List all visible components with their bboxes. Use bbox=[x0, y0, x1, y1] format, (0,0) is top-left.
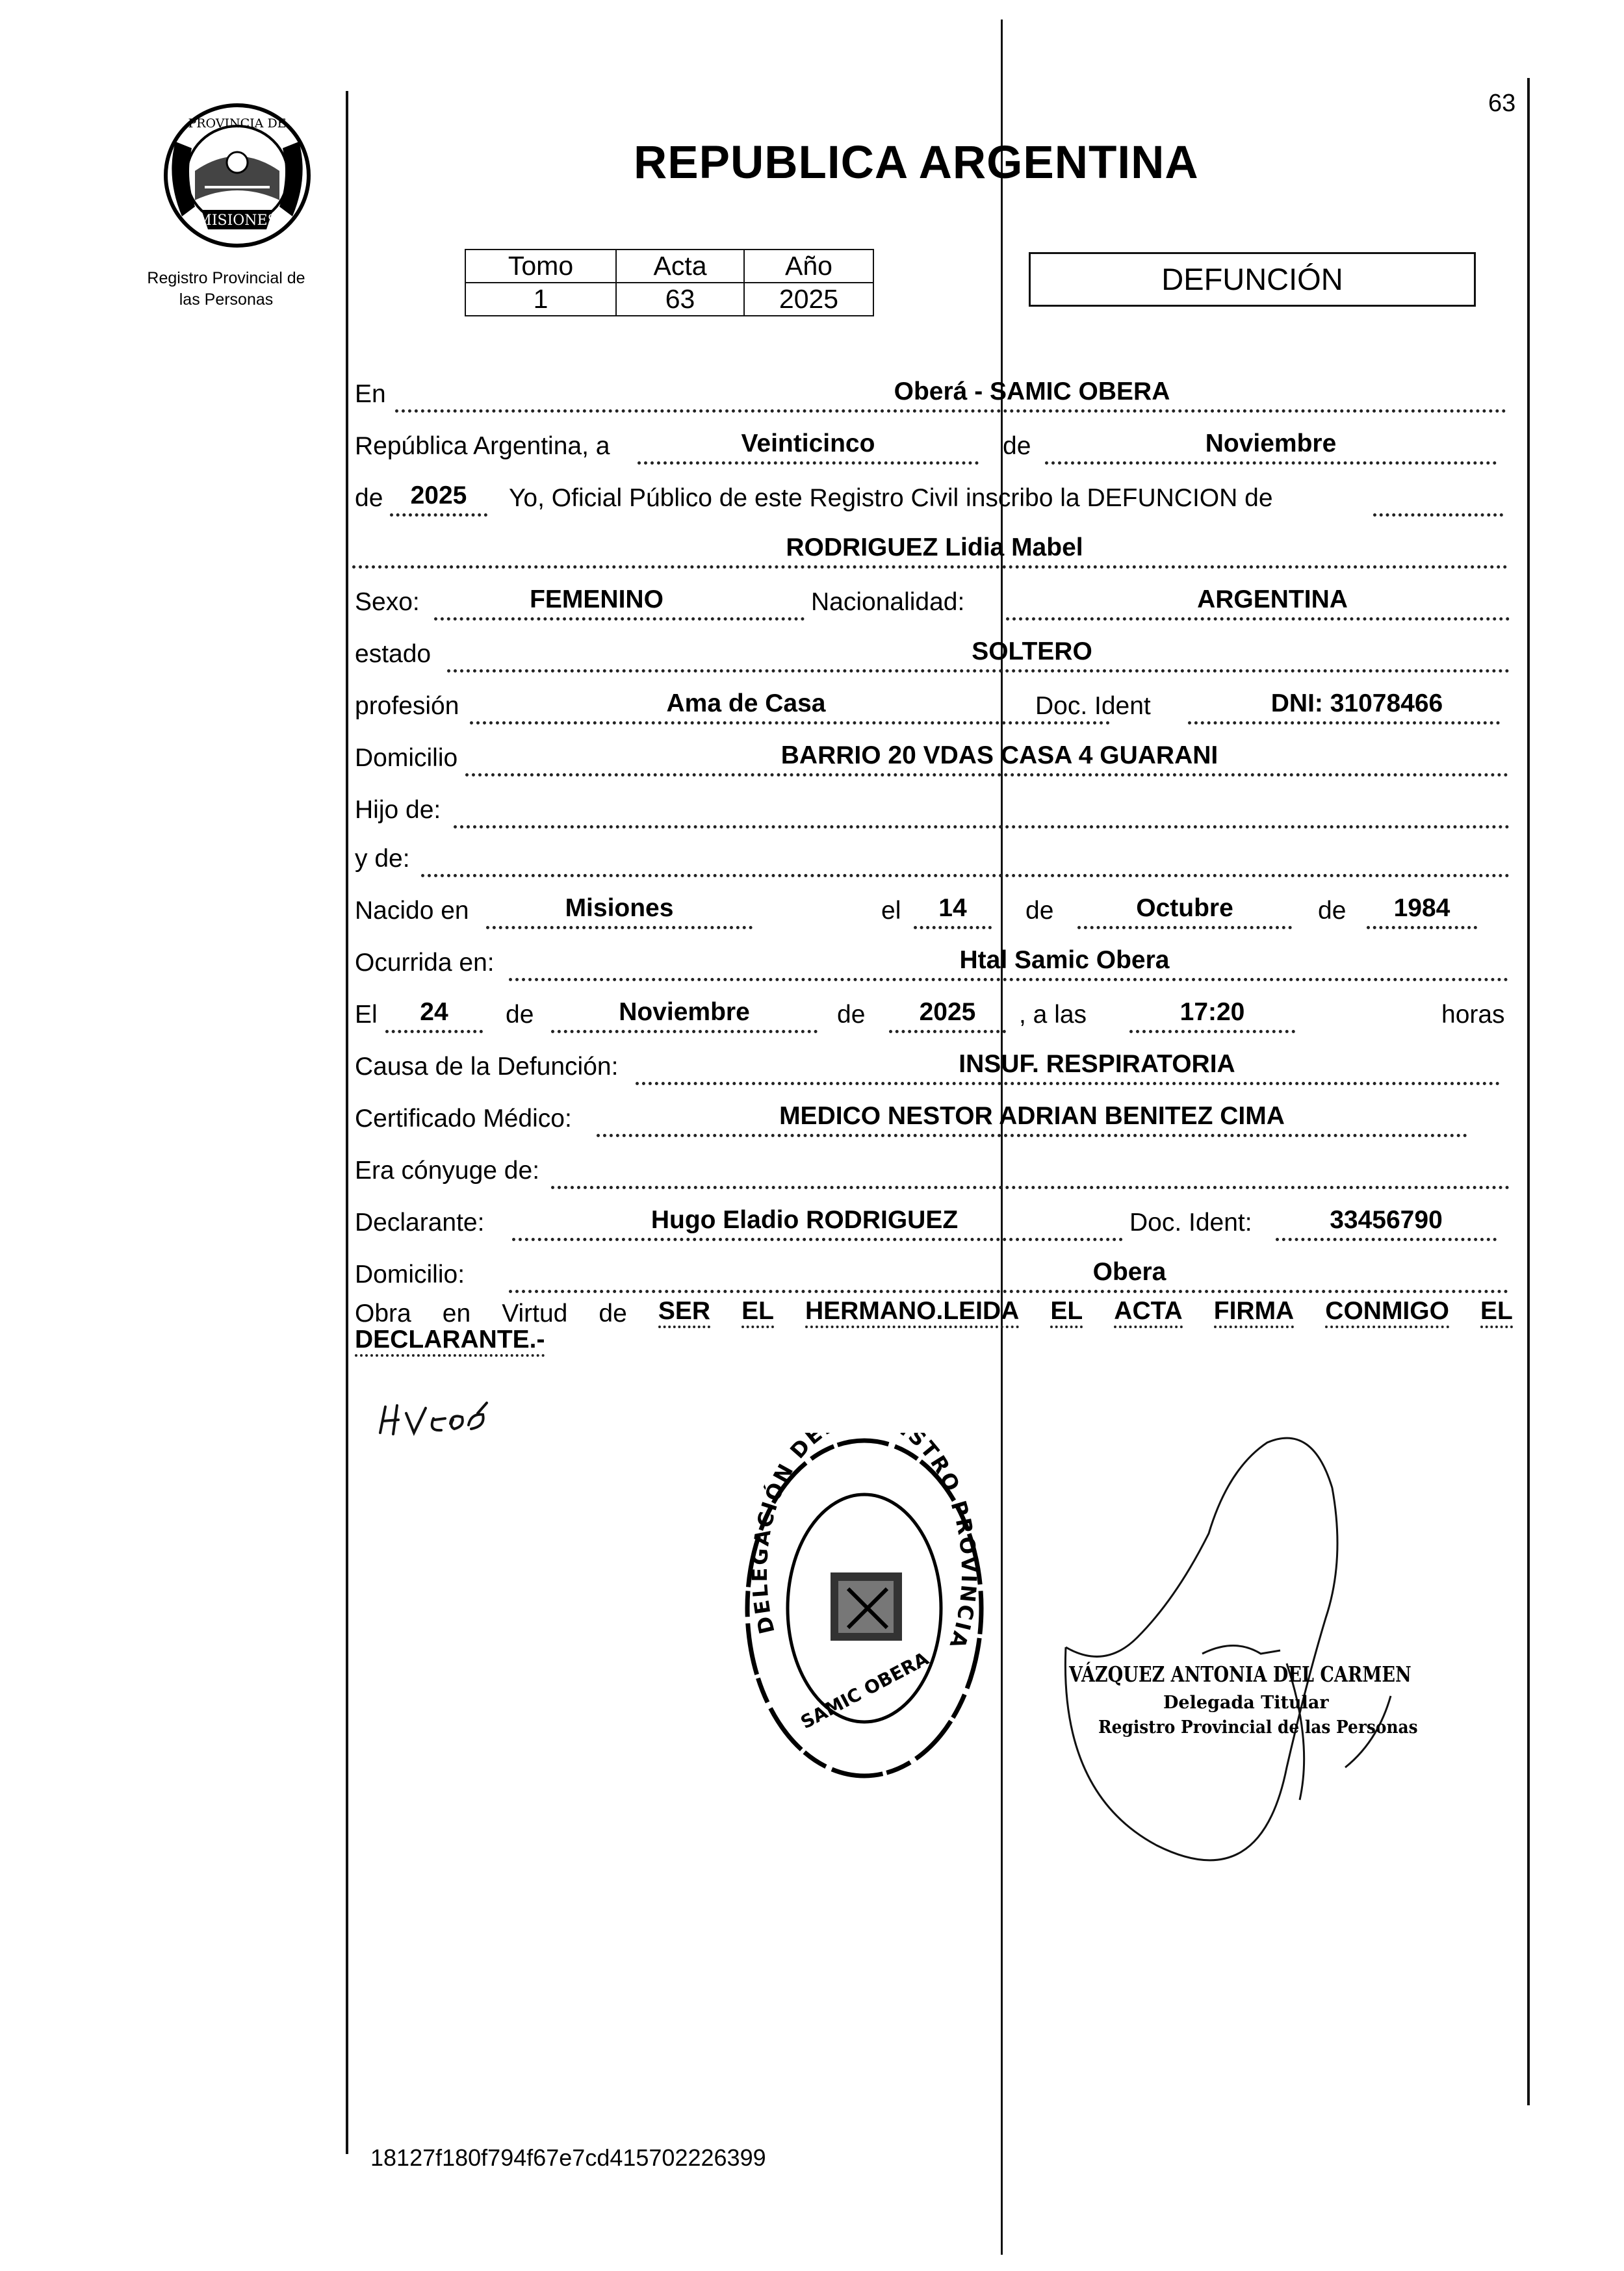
row-decl-domicilio bbox=[350, 1254, 1510, 1293]
row-nacido bbox=[350, 890, 1510, 929]
dotted-line bbox=[465, 773, 1508, 776]
estado-value: SOLTERO bbox=[972, 637, 1092, 665]
dotted-line bbox=[395, 409, 1506, 413]
row-causa bbox=[350, 1046, 1510, 1085]
nacido-label: Nacido en bbox=[355, 897, 469, 925]
row-conyuge bbox=[350, 1150, 1510, 1189]
dotted-line bbox=[1006, 617, 1510, 621]
dotted-line bbox=[636, 1082, 1500, 1085]
svg-text:PROVINCIA DE: PROVINCIA DE bbox=[188, 116, 287, 131]
dotted-line bbox=[509, 978, 1508, 981]
decl-doc-value: 33456790 bbox=[1330, 1206, 1443, 1234]
doc-ident-label: Doc. Ident bbox=[1035, 692, 1151, 720]
row-sexo bbox=[350, 582, 1510, 621]
official-text: Yo, Oficial Público de este Registro Civil inscribo la DEFUNCION de bbox=[509, 484, 1273, 512]
dotted-line bbox=[1276, 1238, 1497, 1241]
birth-month-value: Octubre bbox=[1136, 894, 1233, 922]
row-declarante bbox=[350, 1202, 1510, 1241]
obra-label: de bbox=[599, 1300, 627, 1328]
estado-label: estado bbox=[355, 640, 432, 668]
obra-word: HERMANO.LEIDA bbox=[805, 1297, 1019, 1328]
dotted-line bbox=[421, 874, 1510, 877]
el-label: el bbox=[881, 897, 901, 925]
dotted-line bbox=[486, 926, 753, 929]
dotted-line bbox=[385, 1030, 483, 1033]
row-obra bbox=[355, 1292, 1513, 1328]
row-death-date bbox=[350, 994, 1510, 1033]
dotted-line bbox=[1188, 721, 1500, 725]
row-domicilio bbox=[350, 738, 1510, 776]
death-year-value: 2025 bbox=[919, 998, 976, 1026]
dotted-line bbox=[1129, 1030, 1295, 1033]
de-label: de bbox=[506, 1001, 534, 1029]
record-type-box: DEFUNCIÓN bbox=[1029, 252, 1476, 307]
domicilio-label: Domicilio bbox=[355, 744, 458, 772]
decl-domicilio-label: Domicilio: bbox=[355, 1261, 465, 1289]
certificado-value: MEDICO NESTOR ADRIAN BENITEZ CIMA bbox=[779, 1102, 1285, 1130]
obra-label: Virtud bbox=[502, 1300, 568, 1328]
dotted-line bbox=[551, 1186, 1510, 1189]
en-label: En bbox=[355, 380, 386, 408]
table-header: Acta bbox=[616, 250, 744, 283]
obra-word: EL bbox=[1480, 1297, 1513, 1328]
table-cell: 63 bbox=[616, 283, 744, 316]
dotted-line bbox=[914, 926, 992, 929]
page-number: 63 bbox=[1488, 90, 1516, 117]
declarante-value: Hugo Eladio RODRIGUEZ bbox=[651, 1206, 959, 1234]
dotted-line bbox=[470, 721, 1110, 725]
de-label: de bbox=[837, 1001, 866, 1029]
dotted-line bbox=[390, 513, 487, 517]
row-hijo bbox=[350, 789, 1510, 828]
declarante-label: Declarante: bbox=[355, 1209, 485, 1237]
sexo-label: Sexo: bbox=[355, 588, 420, 616]
official-office: Registro Provincial de las Personas bbox=[1098, 1717, 1418, 1738]
horas-label: horas bbox=[1441, 1001, 1505, 1029]
de-label: de bbox=[1025, 897, 1054, 925]
page-title: REPUBLICA ARGENTINA bbox=[634, 137, 1199, 188]
day-words-value: Veinticinco bbox=[741, 430, 875, 457]
y-de-label: y de: bbox=[355, 845, 410, 873]
doc-ident-value: DNI: 31078466 bbox=[1270, 689, 1443, 717]
birth-day-value: 14 bbox=[938, 894, 967, 922]
obra-word: CONMIGO bbox=[1325, 1297, 1449, 1328]
dotted-line bbox=[1373, 513, 1503, 517]
left-margin-rule bbox=[346, 91, 348, 2154]
birthplace-value: Misiones bbox=[565, 894, 674, 922]
decl-doc-label: Doc. Ident: bbox=[1129, 1209, 1252, 1237]
deceased-name-value: RODRIGUEZ Lidia Mabel bbox=[786, 533, 1083, 561]
a-las-label: , a las bbox=[1019, 1001, 1087, 1029]
obra-line-2: DECLARANTE.- bbox=[355, 1326, 545, 1357]
ocurrida-value: Htal Samic Obera bbox=[959, 946, 1170, 974]
decl-domicilio-value: Obera bbox=[1092, 1258, 1166, 1286]
month-value: Noviembre bbox=[1205, 430, 1337, 457]
profesion-label: profesión bbox=[355, 692, 459, 720]
causa-label: Causa de la Defunción: bbox=[355, 1053, 619, 1081]
official-stamp bbox=[734, 1433, 994, 1797]
de-label: de bbox=[355, 484, 383, 512]
en-value: Oberá - SAMIC OBERA bbox=[894, 378, 1170, 405]
row-y-de bbox=[350, 838, 1510, 877]
right-margin-rule bbox=[1527, 78, 1530, 2105]
registry-caption: Registro Provincial de las Personas bbox=[147, 269, 305, 309]
republica-label: República Argentina, a bbox=[355, 432, 610, 460]
year-value: 2025 bbox=[410, 481, 467, 509]
dotted-line bbox=[889, 1030, 1006, 1033]
row-deceased-name bbox=[350, 530, 1510, 569]
obra-word: EL bbox=[1050, 1297, 1083, 1328]
conyuge-label: Era cónyuge de: bbox=[355, 1157, 540, 1185]
domicilio-value: BARRIO 20 VDAS CASA 4 GUARANI bbox=[780, 741, 1218, 769]
dotted-line bbox=[551, 1030, 818, 1033]
dotted-line bbox=[597, 1134, 1467, 1137]
dotted-line bbox=[1077, 926, 1292, 929]
document-hash: 18127f180f794f67e7cd415702226399 bbox=[370, 2144, 766, 2171]
table-cell: 2025 bbox=[744, 283, 873, 316]
hijo-label: Hijo de: bbox=[355, 796, 441, 824]
profesion-value: Ama de Casa bbox=[666, 689, 826, 717]
de-label: de bbox=[1003, 432, 1031, 460]
svg-text:SAMIC OBERA: SAMIC OBERA bbox=[797, 1647, 933, 1734]
svg-text:DELEGACIÓN DEL REGISTRO PROVIN: DELEGACIÓN DE STRO PROVINCIA bbox=[747, 1433, 982, 1654]
dotted-line bbox=[352, 565, 1508, 569]
svg-text:MISIONES: MISIONES bbox=[197, 212, 277, 229]
obra-word: EL bbox=[741, 1297, 774, 1328]
ocurrida-label: Ocurrida en: bbox=[355, 949, 495, 977]
obra-word: FIRMA bbox=[1214, 1297, 1294, 1328]
table-header: Tomo bbox=[465, 250, 616, 283]
fold-line bbox=[1001, 19, 1003, 2255]
row-estado bbox=[350, 634, 1510, 673]
obra-word: ACTA bbox=[1114, 1297, 1182, 1328]
misiones-seal-logo bbox=[156, 103, 318, 252]
row-oficial bbox=[350, 478, 1510, 517]
obra-label: en bbox=[442, 1300, 471, 1328]
table-header: Año bbox=[744, 250, 873, 283]
obra-label: Obra bbox=[355, 1300, 411, 1328]
record-table bbox=[465, 249, 874, 316]
obra-word: SER bbox=[658, 1297, 710, 1328]
death-time-value: 17:20 bbox=[1179, 998, 1245, 1026]
dotted-line bbox=[512, 1238, 1123, 1241]
de-label: de bbox=[1318, 897, 1347, 925]
row-en bbox=[350, 374, 1510, 413]
el-label: El bbox=[355, 1001, 378, 1029]
table-cell: 1 bbox=[465, 283, 616, 316]
dotted-line bbox=[434, 617, 805, 621]
death-day-value: 24 bbox=[420, 998, 448, 1026]
certificado-label: Certificado Médico: bbox=[355, 1105, 572, 1133]
row-ocurrida bbox=[350, 942, 1510, 981]
official-signature bbox=[1040, 1404, 1469, 1904]
sexo-value: FEMENINO bbox=[530, 585, 664, 613]
dotted-line bbox=[447, 669, 1510, 673]
dotted-line bbox=[454, 825, 1510, 828]
row-profesion bbox=[350, 686, 1510, 725]
row-certificado bbox=[350, 1098, 1510, 1137]
death-month-value: Noviembre bbox=[619, 998, 750, 1026]
dotted-line bbox=[638, 461, 979, 465]
causa-value: INSUF. RESPIRATORIA bbox=[959, 1050, 1235, 1078]
official-role: Delegada Titular bbox=[1163, 1693, 1329, 1713]
declarant-signature bbox=[374, 1394, 497, 1446]
birth-year-value: 1984 bbox=[1393, 894, 1450, 922]
nacionalidad-value: ARGENTINA bbox=[1197, 585, 1348, 613]
dotted-line bbox=[1367, 926, 1477, 929]
nacionalidad-label: Nacionalidad: bbox=[811, 588, 965, 616]
row-fecha bbox=[350, 426, 1510, 465]
official-name: VÁZQUEZ ANTONIA DEL CARMEN bbox=[1069, 1662, 1411, 1687]
dotted-line bbox=[1045, 461, 1497, 465]
